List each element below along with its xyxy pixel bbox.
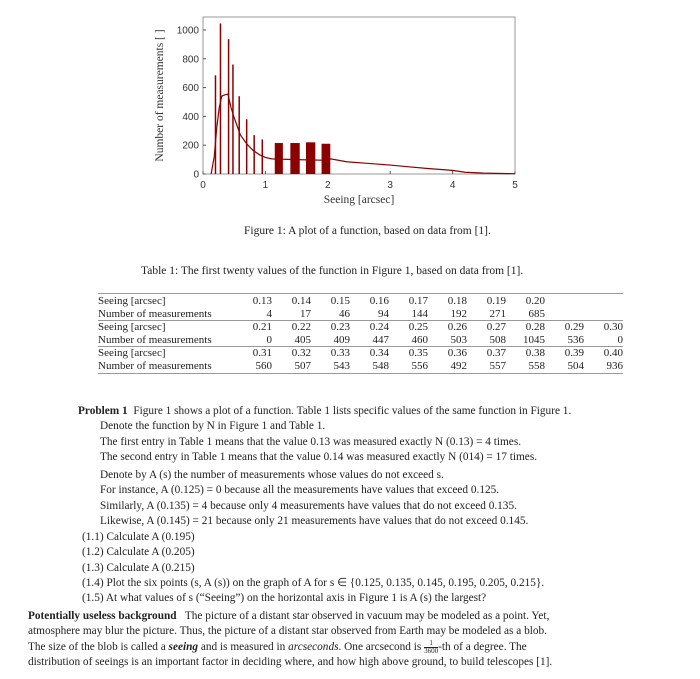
table-cell: 0.23 xyxy=(311,321,350,334)
question-item: (1.4) Plot the six points (s, A (s)) on the graph of A for s ∈ {0.125, 0.135, 0.145, 0.195, 0.205, 0.215}. xyxy=(82,576,545,589)
table-cell: 0.15 xyxy=(311,294,350,308)
table-cell: 548 xyxy=(350,360,389,374)
question-item: (1.5) At what values of s (“Seeing”) on the horizontal axis in Figure 1 is A (s) the largest? xyxy=(82,592,487,605)
table-cell: 447 xyxy=(372,333,389,346)
table-cell: 556 xyxy=(389,360,428,374)
problem-line: For instance, A (0.125) = 0 because all the measurements have values that exceed 0.125. xyxy=(100,484,500,497)
table-cell: 543 xyxy=(311,360,350,374)
table-cell: 0 xyxy=(617,333,623,346)
row-label: Seeing [arcsec] xyxy=(98,294,233,308)
table-cell: 4 xyxy=(266,307,272,320)
table-cell: 557 xyxy=(467,360,506,374)
table-cell: 503 xyxy=(450,333,467,346)
table-cell: 0.26 xyxy=(428,321,467,334)
table-cell: 504 xyxy=(545,360,584,374)
data-line xyxy=(211,94,515,174)
seeing-histogram-chart xyxy=(150,8,530,218)
problem-line: Denote by A (s) the number of measurements whose values do not exceed s. xyxy=(100,469,444,482)
problem-line: Similarly, A (0.135) = 4 because only 4 measurements have values that do not exceed 0.135. xyxy=(100,499,517,512)
table-cell: 0.21 xyxy=(233,321,272,334)
question-list xyxy=(82,530,544,606)
data-table xyxy=(98,293,623,374)
background-line: The picture of a distant star observed in vacuum may be modeled as a point. Yet, xyxy=(184,610,550,622)
figure-caption: Figure 1: A plot of a function, based on data from [1]. xyxy=(244,225,491,237)
table-cell: 492 xyxy=(428,360,467,374)
y-tick-label: 200 xyxy=(182,140,199,152)
table-cell: 1045 xyxy=(523,333,545,346)
problem-title: Problem 1 xyxy=(78,405,128,417)
table-cell: 0.30 xyxy=(584,321,623,334)
problem-line: The first entry in Table 1 means that the value 0.13 was measured exactly N (0.13) = 4 times. xyxy=(100,435,522,448)
y-tick-label: 0 xyxy=(193,169,199,181)
table-cell: 0.28 xyxy=(506,321,545,334)
table-caption: Table 1: The first twenty values of the function in Figure 1, based on data from [1]. xyxy=(141,265,524,277)
table-cell: 0.18 xyxy=(428,294,467,308)
table-cell: 0.19 xyxy=(467,294,506,308)
table-cell: 0.14 xyxy=(272,294,311,308)
x-tick-label: 1 xyxy=(262,180,269,191)
row-label: Seeing [arcsec] xyxy=(98,347,233,360)
table-cell: 0.20 xyxy=(506,294,545,308)
table-row xyxy=(98,308,623,321)
table-cell xyxy=(584,294,623,308)
table-cell: 685 xyxy=(528,307,545,320)
table-cell: 94 xyxy=(378,307,389,320)
table-cell: 0.36 xyxy=(428,347,467,360)
table-cell xyxy=(584,308,623,321)
table-cell: 560 xyxy=(233,360,272,374)
table-cell: 507 xyxy=(272,360,311,374)
x-tick-label: 2 xyxy=(325,180,331,191)
question-item: (1.1) Calculate A (0.195) xyxy=(82,531,195,543)
table-cell: 0.27 xyxy=(467,321,506,334)
dense-band xyxy=(306,142,315,174)
table-cell: 144 xyxy=(411,307,428,320)
table-cell: 536 xyxy=(567,333,584,346)
table-cell: 271 xyxy=(489,307,506,320)
y-tick-label: 800 xyxy=(182,54,199,66)
table-cell: 0 xyxy=(266,333,272,346)
problem-line: The second entry in Table 1 means that the value 0.14 was measured exactly N (014) = 17 times. xyxy=(100,450,538,463)
x-axis-label: Seeing [arcsec] xyxy=(323,194,395,206)
table-cell xyxy=(545,294,584,308)
problem-line: Likewise, A (0.145) = 21 because only 21 measurements have values that do not exceed 0.145. xyxy=(100,515,529,528)
x-tick-label: 0 xyxy=(200,180,206,191)
row-label: Number of measurements xyxy=(98,360,233,374)
table-cell: 17 xyxy=(300,307,311,320)
table-cell: 0.35 xyxy=(389,347,428,360)
x-tick-label: 4 xyxy=(449,180,456,191)
table-cell: 558 xyxy=(506,360,545,374)
table-cell xyxy=(545,308,584,321)
table-cell: 0.31 xyxy=(233,347,272,360)
table-cell: 405 xyxy=(294,333,311,346)
table-cell: 508 xyxy=(489,333,506,346)
x-tick-label: 3 xyxy=(387,180,393,191)
table-row xyxy=(98,294,623,308)
table-cell: 0.24 xyxy=(350,321,389,334)
table-row xyxy=(98,347,623,360)
plot-frame xyxy=(203,17,515,174)
y-tick-label: 400 xyxy=(182,111,199,123)
problem-line: Figure 1 shows a plot of a function. Table 1 lists specific values of the same function in Figure 1. xyxy=(133,405,572,417)
table-cell: 46 xyxy=(339,307,350,320)
table-cell: 0.13 xyxy=(233,294,272,308)
problem-line: Denote the function by N in Figure 1 and Table 1. xyxy=(100,420,326,433)
table-cell: 0.38 xyxy=(506,347,545,360)
table-cell: 0.29 xyxy=(545,321,584,334)
table-cell: 0.34 xyxy=(350,347,389,360)
background-line: distribution of seeings is an important factor in deciding where, and how high above ground, to build telescopes [1]. xyxy=(28,655,553,668)
table-cell: 0.22 xyxy=(272,321,311,334)
table-row xyxy=(98,334,623,347)
table-cell: 936 xyxy=(584,360,623,374)
background-line: atmosphere may blur the picture. Thus, the picture of a distant star observed from Earth may be modeled as a blob. xyxy=(28,625,547,638)
y-tick-label: 600 xyxy=(182,83,199,95)
table-row xyxy=(98,360,623,374)
dense-band xyxy=(322,144,331,174)
table-row xyxy=(98,321,623,334)
x-tick-label: 5 xyxy=(512,180,518,191)
y-axis-label: Number of measurements [ ] xyxy=(154,29,166,162)
background-title: Potentially useless background xyxy=(28,610,177,622)
row-label: Seeing [arcsec] xyxy=(98,321,233,334)
dense-band xyxy=(290,143,299,174)
table-cell: 0.16 xyxy=(350,294,389,308)
table-cell: 0.25 xyxy=(389,321,428,334)
table-cell: 0.17 xyxy=(389,294,428,308)
table-cell: 0.33 xyxy=(311,347,350,360)
table-cell: 0.32 xyxy=(272,347,311,360)
row-label: Number of measurements xyxy=(98,307,212,320)
table-cell: 409 xyxy=(333,333,350,346)
row-label: Number of measurements xyxy=(98,333,212,346)
fraction: $\frac{1}{3600}$ xyxy=(424,638,439,655)
table-cell: 0.37 xyxy=(467,347,506,360)
table-cell: 460 xyxy=(411,333,428,346)
table-cell: 0.39 xyxy=(545,347,584,360)
table-cell: 0.40 xyxy=(584,347,623,360)
y-tick-label: 1000 xyxy=(176,25,199,37)
problem-block xyxy=(78,404,571,529)
background-line: The size of the blob is called a seeing and is measured in arcseconds. One arcsecond is $\frac{1}{3600}$ -th of a degree. The xyxy=(28,638,527,655)
question-item: (1.3) Calculate A (0.215) xyxy=(82,561,195,574)
background-block xyxy=(28,609,552,670)
table-cell: 192 xyxy=(450,307,467,320)
question-item: (1.2) Calculate A (0.205) xyxy=(82,546,195,559)
